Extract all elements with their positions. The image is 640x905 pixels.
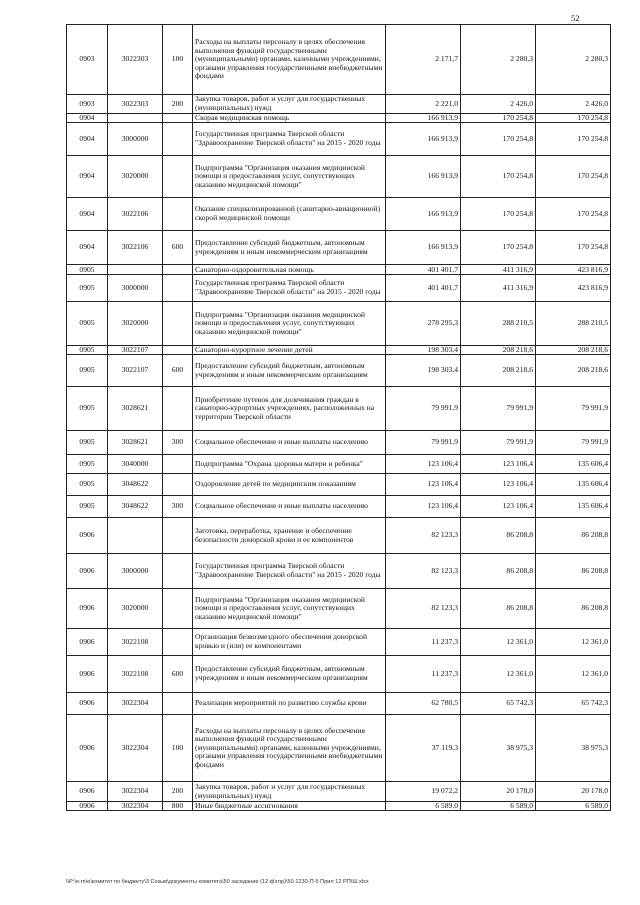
- table-row: [67, 95, 611, 114]
- file-path-footer: \\P:\e-m\e\комитет по бюджету\3 Созыв\документы комитета\50 заседание (12 ф\гпр)\50 1230-П-5 Прил 12 РП\Ш.xlsx: [66, 879, 369, 885]
- year-3-amount-cell: 170 254,8: [536, 123, 611, 156]
- budget-table: [66, 24, 611, 811]
- section-code-cell: 0906: [67, 693, 108, 715]
- section-code-cell: 0906: [67, 589, 108, 629]
- expense-type-cell: [163, 265, 193, 275]
- section-code-cell: 0905: [67, 346, 108, 355]
- year-1-amount-cell: 198 303,4: [386, 346, 461, 355]
- article-code-cell: 3048622: [108, 474, 163, 496]
- section-code-cell: 0905: [67, 355, 108, 387]
- year-2-amount-cell: 411 316,9: [461, 265, 536, 275]
- section-code-cell: 0904: [67, 156, 108, 198]
- article-code-cell: 3022304: [108, 715, 163, 782]
- article-code-cell: 3028621: [108, 387, 163, 431]
- year-3-amount-cell: 86 208,8: [536, 589, 611, 629]
- article-code-cell: 3048622: [108, 496, 163, 518]
- expense-type-cell: [163, 474, 193, 496]
- table-row: [67, 387, 611, 431]
- year-3-amount-cell: 170 254,8: [536, 231, 611, 265]
- section-code-cell: 0905: [67, 275, 108, 302]
- expense-type-cell: [163, 156, 193, 198]
- section-code-cell: 0905: [67, 474, 108, 496]
- year-2-amount-cell: 288 210,5: [461, 302, 536, 346]
- table-row: [67, 302, 611, 346]
- expense-type-cell: 200: [163, 95, 193, 114]
- article-code-cell: 3020000: [108, 156, 163, 198]
- table-row: [67, 496, 611, 518]
- expense-name-cell: Государственная программа Тверской области "Здравоохранение Тверской области" на 2015 - 2020 годы: [193, 275, 386, 302]
- table-row: [67, 114, 611, 123]
- expense-name-cell: Организация безвозмездного обеспечения донорской кровью и (или) ее компонентами: [193, 629, 386, 656]
- expense-type-cell: [163, 198, 193, 231]
- article-code-cell: 3022106: [108, 198, 163, 231]
- article-code-cell: 3022108: [108, 629, 163, 656]
- table-row: [67, 25, 611, 95]
- article-code-cell: 3022304: [108, 782, 163, 802]
- section-code-cell: 0906: [67, 656, 108, 693]
- table-row: [67, 518, 611, 554]
- expense-type-cell: 100: [163, 25, 193, 95]
- expense-name-cell: Подпрограмма "Охрана здоровья матери и ребенка": [193, 455, 386, 474]
- year-3-amount-cell: 20 178,0: [536, 782, 611, 802]
- year-3-amount-cell: 2 426,0: [536, 95, 611, 114]
- year-3-amount-cell: 65 742,3: [536, 693, 611, 715]
- table-row: [67, 123, 611, 156]
- year-2-amount-cell: 38 975,3: [461, 715, 536, 782]
- year-3-amount-cell: 423 816,9: [536, 265, 611, 275]
- year-3-amount-cell: 208 218,6: [536, 355, 611, 387]
- expense-name-cell: Оказание специализированной (санитарно-авиационной) скорой медицинской помощи: [193, 198, 386, 231]
- section-code-cell: 0904: [67, 231, 108, 265]
- section-code-cell: 0906: [67, 518, 108, 554]
- article-code-cell: 3040000: [108, 455, 163, 474]
- year-2-amount-cell: 170 254,8: [461, 156, 536, 198]
- expense-name-cell: Предоставление субсидий бюджетным, автономным учреждениям и иным некоммерческим организациям: [193, 656, 386, 693]
- table-row: [67, 275, 611, 302]
- year-1-amount-cell: 166 913,9: [386, 114, 461, 123]
- table-row: [67, 198, 611, 231]
- year-1-amount-cell: 82 123,3: [386, 554, 461, 589]
- table-row: [67, 782, 611, 802]
- expense-name-cell: Расходы на выплаты персоналу в целях обеспечения выполнения функций государственными (муниципальными) органами, казенными учреждениями, органами управления государственными внебюджетными фондами: [193, 715, 386, 782]
- table-row: [67, 474, 611, 496]
- expense-name-cell: Иные бюджетные ассигнования: [193, 802, 386, 811]
- expense-name-cell: Предоставление субсидий бюджетным, автономным учреждениям и иным некоммерческим организациям: [193, 355, 386, 387]
- expense-type-cell: [163, 123, 193, 156]
- article-code-cell: 3022303: [108, 25, 163, 95]
- year-3-amount-cell: 2 280,3: [536, 25, 611, 95]
- year-3-amount-cell: 79 991,9: [536, 431, 611, 455]
- table-row: [67, 629, 611, 656]
- section-code-cell: 0904: [67, 198, 108, 231]
- section-code-cell: 0905: [67, 302, 108, 346]
- year-3-amount-cell: 135 606,4: [536, 455, 611, 474]
- year-3-amount-cell: 86 208,8: [536, 554, 611, 589]
- year-3-amount-cell: 86 208,8: [536, 518, 611, 554]
- year-2-amount-cell: 123 106,4: [461, 496, 536, 518]
- article-code-cell: [108, 518, 163, 554]
- article-code-cell: 3020000: [108, 589, 163, 629]
- year-2-amount-cell: 170 254,8: [461, 231, 536, 265]
- year-3-amount-cell: 12 361,0: [536, 656, 611, 693]
- year-2-amount-cell: 79 991,9: [461, 387, 536, 431]
- section-code-cell: 0905: [67, 496, 108, 518]
- year-2-amount-cell: 170 254,8: [461, 114, 536, 123]
- year-3-amount-cell: 6 589,0: [536, 802, 611, 811]
- article-code-cell: [108, 265, 163, 275]
- year-3-amount-cell: 170 254,8: [536, 114, 611, 123]
- year-2-amount-cell: 170 254,8: [461, 123, 536, 156]
- table-row: [67, 346, 611, 355]
- year-1-amount-cell: 82 123,3: [386, 518, 461, 554]
- year-1-amount-cell: 166 913,9: [386, 231, 461, 265]
- year-3-amount-cell: 38 975,3: [536, 715, 611, 782]
- year-1-amount-cell: 123 106,4: [386, 496, 461, 518]
- section-code-cell: 0905: [67, 265, 108, 275]
- table-row: [67, 693, 611, 715]
- year-2-amount-cell: 123 106,4: [461, 474, 536, 496]
- year-1-amount-cell: 401 401,7: [386, 265, 461, 275]
- year-1-amount-cell: 2 221,0: [386, 95, 461, 114]
- table-row: [67, 455, 611, 474]
- table-row: [67, 265, 611, 275]
- year-1-amount-cell: 11 237,3: [386, 656, 461, 693]
- expense-type-cell: [163, 387, 193, 431]
- table-row: [67, 656, 611, 693]
- year-2-amount-cell: 208 218,6: [461, 346, 536, 355]
- section-code-cell: 0905: [67, 431, 108, 455]
- article-code-cell: 3022107: [108, 355, 163, 387]
- table-row: [67, 355, 611, 387]
- year-3-amount-cell: 423 816,9: [536, 275, 611, 302]
- year-2-amount-cell: 65 742,3: [461, 693, 536, 715]
- expense-type-cell: [163, 114, 193, 123]
- year-1-amount-cell: 62 780,5: [386, 693, 461, 715]
- year-1-amount-cell: 19 072,2: [386, 782, 461, 802]
- expense-type-cell: [163, 693, 193, 715]
- table-row: [67, 554, 611, 589]
- expense-name-cell: Санаторно-оздоровительная помощь: [193, 265, 386, 275]
- year-2-amount-cell: 12 361,0: [461, 629, 536, 656]
- table-row: [67, 156, 611, 198]
- article-code-cell: 3022107: [108, 346, 163, 355]
- section-code-cell: 0905: [67, 455, 108, 474]
- year-2-amount-cell: 79 991,9: [461, 431, 536, 455]
- expense-type-cell: [163, 589, 193, 629]
- article-code-cell: 3000000: [108, 554, 163, 589]
- year-2-amount-cell: 2 426,0: [461, 95, 536, 114]
- year-2-amount-cell: 411 316,9: [461, 275, 536, 302]
- expense-name-cell: Расходы на выплаты персоналу в целях обеспечения выполнения функций государственными (муниципальными) органами, казенными учреждениями, органами управления государственными внебюджетными фондами: [193, 25, 386, 95]
- expense-name-cell: Подпрограмма "Организация оказания медицинской помощи и предоставления услуг, сопутствующих оказанию медицинской помощи": [193, 156, 386, 198]
- expense-type-cell: 300: [163, 431, 193, 455]
- expense-type-cell: 100: [163, 715, 193, 782]
- expense-name-cell: Закупка товаров, работ и услуг для государственных (муниципальных) нужд: [193, 782, 386, 802]
- expense-name-cell: Скорая медицинская помощь: [193, 114, 386, 123]
- expense-name-cell: Закупка товаров, работ и услуг для государственных (муниципальных) нужд: [193, 95, 386, 114]
- section-code-cell: 0906: [67, 554, 108, 589]
- year-1-amount-cell: 401 401,7: [386, 275, 461, 302]
- expense-type-cell: [163, 455, 193, 474]
- year-2-amount-cell: 20 178,0: [461, 782, 536, 802]
- expense-name-cell: Социальное обеспечение и иные выплаты населению: [193, 496, 386, 518]
- section-code-cell: 0903: [67, 95, 108, 114]
- year-1-amount-cell: 123 106,4: [386, 455, 461, 474]
- section-code-cell: 0906: [67, 715, 108, 782]
- year-2-amount-cell: 86 208,8: [461, 518, 536, 554]
- year-1-amount-cell: 166 913,9: [386, 156, 461, 198]
- expense-type-cell: 200: [163, 782, 193, 802]
- year-3-amount-cell: 288 210,5: [536, 302, 611, 346]
- table-row: [67, 589, 611, 629]
- article-code-cell: 3022108: [108, 656, 163, 693]
- expense-type-cell: [163, 346, 193, 355]
- year-3-amount-cell: 79 991,9: [536, 387, 611, 431]
- year-2-amount-cell: 86 208,8: [461, 554, 536, 589]
- year-2-amount-cell: 2 280,3: [461, 25, 536, 95]
- expense-name-cell: Реализация мероприятий по развитию службы крови: [193, 693, 386, 715]
- budget-table-body: [67, 25, 611, 811]
- year-1-amount-cell: 198 303,4: [386, 355, 461, 387]
- expense-type-cell: [163, 554, 193, 589]
- year-2-amount-cell: 86 208,8: [461, 589, 536, 629]
- year-1-amount-cell: 2 171,7: [386, 25, 461, 95]
- year-1-amount-cell: 11 237,3: [386, 629, 461, 656]
- expense-type-cell: 800: [163, 802, 193, 811]
- year-2-amount-cell: 6 589,0: [461, 802, 536, 811]
- year-1-amount-cell: 79 991,9: [386, 387, 461, 431]
- article-code-cell: 3000000: [108, 123, 163, 156]
- table-row: [67, 431, 611, 455]
- section-code-cell: 0905: [67, 387, 108, 431]
- expense-type-cell: [163, 518, 193, 554]
- expense-type-cell: [163, 275, 193, 302]
- table-row: [67, 802, 611, 811]
- section-code-cell: 0906: [67, 629, 108, 656]
- article-code-cell: [108, 114, 163, 123]
- year-3-amount-cell: 135 606,4: [536, 496, 611, 518]
- year-3-amount-cell: 208 218,6: [536, 346, 611, 355]
- section-code-cell: 0904: [67, 123, 108, 156]
- expense-name-cell: Подпрограмма "Организация оказания медицинской помощи и предоставления услуг, сопутствующих оказанию медицинской помощи": [193, 302, 386, 346]
- section-code-cell: 0906: [67, 782, 108, 802]
- article-code-cell: 3022304: [108, 802, 163, 811]
- table-row: [67, 231, 611, 265]
- page-number: 52: [571, 13, 580, 23]
- section-code-cell: 0906: [67, 802, 108, 811]
- expense-type-cell: 600: [163, 355, 193, 387]
- expense-name-cell: Заготовка, переработка, хранение и обеспечение безопасности донорской крови и ее компонентов: [193, 518, 386, 554]
- expense-name-cell: Оздоровление детей по медицинским показаниям: [193, 474, 386, 496]
- article-code-cell: 3000000: [108, 275, 163, 302]
- year-3-amount-cell: 12 361,0: [536, 629, 611, 656]
- year-1-amount-cell: 6 589,0: [386, 802, 461, 811]
- article-code-cell: 3022304: [108, 693, 163, 715]
- year-1-amount-cell: 278 295,3: [386, 302, 461, 346]
- expense-name-cell: Санаторно-курортное лечение детей: [193, 346, 386, 355]
- article-code-cell: 3020000: [108, 302, 163, 346]
- expense-name-cell: Предоставление субсидий бюджетным, автономным учреждениям и иным некоммерческим организациям: [193, 231, 386, 265]
- year-2-amount-cell: 208 218,6: [461, 355, 536, 387]
- section-code-cell: 0904: [67, 114, 108, 123]
- expense-type-cell: 300: [163, 496, 193, 518]
- article-code-cell: 3022303: [108, 95, 163, 114]
- year-3-amount-cell: 170 254,8: [536, 156, 611, 198]
- year-2-amount-cell: 12 361,0: [461, 656, 536, 693]
- expense-type-cell: 600: [163, 231, 193, 265]
- expense-name-cell: Приобретение путевок для долечивания граждан в санаторно-курортных учреждениях, расположенных на территории Тверской области: [193, 387, 386, 431]
- expense-type-cell: [163, 302, 193, 346]
- expense-type-cell: 600: [163, 656, 193, 693]
- article-code-cell: 3022106: [108, 231, 163, 265]
- section-code-cell: 0903: [67, 25, 108, 95]
- expense-name-cell: Подпрограмма "Организация оказания медицинской помощи и предоставления услуг, сопутствующих оказанию медицинской помощи": [193, 589, 386, 629]
- year-2-amount-cell: 123 106,4: [461, 455, 536, 474]
- year-3-amount-cell: 170 254,8: [536, 198, 611, 231]
- table-row: [67, 715, 611, 782]
- year-1-amount-cell: 166 913,9: [386, 198, 461, 231]
- expense-name-cell: Государственная программа Тверской области "Здравоохранение Тверской области" на 2015 - 2020 годы: [193, 123, 386, 156]
- year-3-amount-cell: 135 606,4: [536, 474, 611, 496]
- year-1-amount-cell: 166 913,9: [386, 123, 461, 156]
- expense-name-cell: Государственная программа Тверской области "Здравоохранение Тверской области" на 2015 - 2020 годы: [193, 554, 386, 589]
- expense-type-cell: [163, 629, 193, 656]
- year-1-amount-cell: 37 119,3: [386, 715, 461, 782]
- year-1-amount-cell: 123 106,4: [386, 474, 461, 496]
- year-1-amount-cell: 82 123,3: [386, 589, 461, 629]
- year-1-amount-cell: 79 991,9: [386, 431, 461, 455]
- article-code-cell: 3028621: [108, 431, 163, 455]
- year-2-amount-cell: 170 254,8: [461, 198, 536, 231]
- expense-name-cell: Социальное обеспечение и иные выплаты населению: [193, 431, 386, 455]
